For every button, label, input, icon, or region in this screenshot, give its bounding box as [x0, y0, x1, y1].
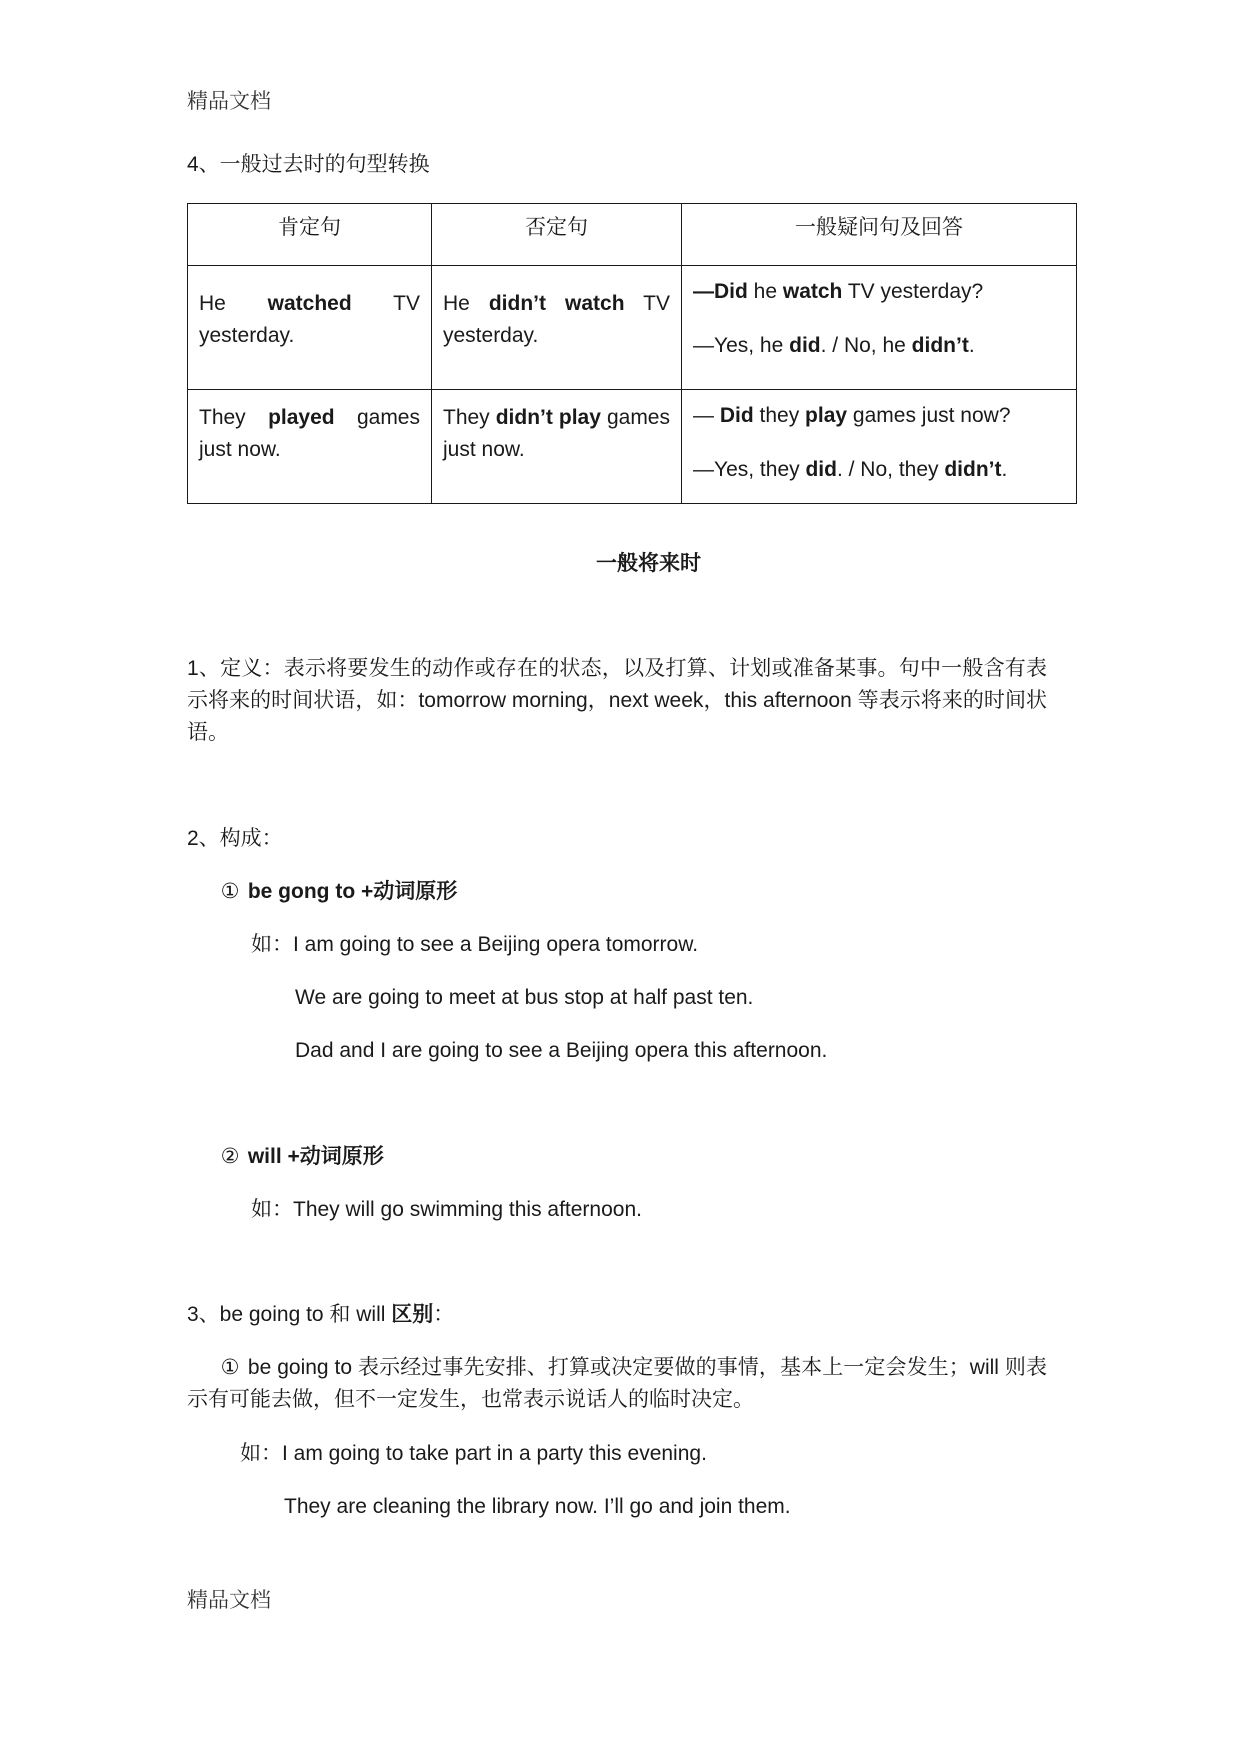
question-answer-cell	[682, 390, 1077, 504]
form2-example-line: 如：They will go swimming this afternoon.	[251, 1198, 642, 1221]
circled-number-1: ①	[220, 1356, 240, 1379]
table-row	[188, 390, 1077, 504]
negative-cell: He didn’t watch TV yesterday.	[432, 266, 682, 390]
table-header-row	[188, 204, 1077, 266]
difference-example-line: They are cleaning the library now. I’ll go and join them.	[284, 1495, 791, 1518]
header-mark: 精品文档	[187, 90, 271, 113]
affirmative-cell: He watched TV yesterday.	[188, 266, 432, 390]
circled-number-1: ①	[220, 880, 240, 903]
section-title-past-tense: 4、一般过去时的句型转换	[187, 153, 430, 176]
difference-point-paragraph: ① be going to 表示经过事先安排、打算或决定要做的事情，基本上一定会发生；will 则表示有可能去做，但不一定发生，也常表示说话人的临时决定。	[187, 1352, 1047, 1416]
footer-mark: 精品文档	[187, 1589, 271, 1612]
future-tense-heading: 一般将来时	[596, 552, 701, 575]
form2-label: ② will +动词原形	[218, 1143, 384, 1171]
form1-example-line: We are going to meet at bus stop at half past ten.	[295, 986, 754, 1009]
header-question-answer: 一般疑问句及回答	[682, 204, 1077, 266]
sentence-conversion-table	[187, 203, 1077, 504]
question-answer-cell	[682, 266, 1077, 390]
question-line: — Did they play games just now?	[693, 404, 1011, 427]
negative-cell: They didn’t play games just now.	[432, 390, 682, 504]
definition-paragraph: 1、定义：表示将要发生的动作或存在的状态，以及打算、计划或准备某事。句中一般含有表示将来的时间状语，如：tomorrow morning，next week，this afternoon 等表示将来的时间状语。	[187, 657, 1047, 744]
question-line: —Did he watch TV yesterday?	[693, 280, 984, 303]
difference-title: 3、be going to 和 will 区别：	[187, 1303, 455, 1326]
difference-example-line: 如：I am going to take part in a party this evening.	[240, 1442, 707, 1465]
answer-line: —Yes, he did. / No, he didn’t.	[693, 334, 975, 357]
form1-example-line: Dad and I are going to see a Beijing opera this afternoon.	[295, 1039, 828, 1062]
header-negative: 否定句	[432, 204, 682, 266]
form1-label: ① be gong to +动词原形	[218, 878, 457, 906]
answer-line: —Yes, they did. / No, they didn’t.	[693, 458, 1008, 481]
circled-number-2: ②	[220, 1145, 240, 1168]
form1-example-line: 如：I am going to see a Beijing opera tomorrow.	[251, 933, 699, 956]
header-affirmative: 肯定句	[188, 204, 432, 266]
table-row	[188, 266, 1077, 390]
composition-title: 2、构成：	[187, 827, 283, 850]
affirmative-cell: They played games just now.	[188, 390, 432, 504]
